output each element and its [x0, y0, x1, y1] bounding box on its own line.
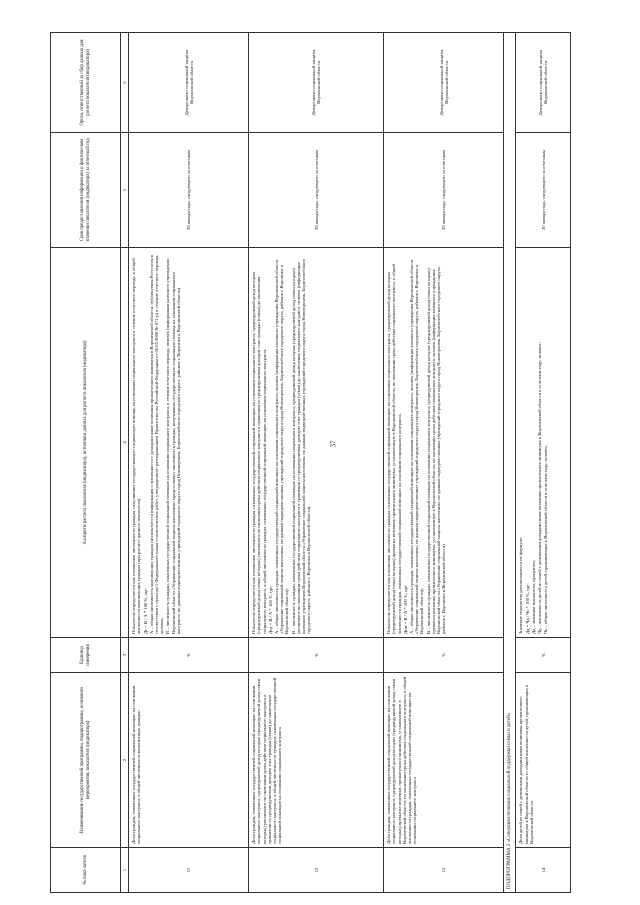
table-row: [129, 33, 249, 893]
column-number: 3: [121, 638, 129, 673]
column-number: 6: [121, 33, 129, 133]
algorithm-text: А – общая численность граждан, охваченных государственной социальной помощью на основании социального контракта, человек (информация казенного учреждения Воронежской области «Управление социальной защиты населения» по данным подведомственных учреждений городского округа город Нововоронеж, Борисоглебского городского округа, районов г. Воронежа и Воронежской области);: [409, 259, 425, 634]
algorithm-text: А – общая численность граждан, охваченных государственной социальной помощью на основании социального контракта, человек (информация казенного учреждения Воронежской области «Управление социальной защиты населения» по данным подведомственных учреждений городского округа город Нововоронеж, Борисоглебского городского округа, районов г. Воронежа и Воронежской области);: [274, 259, 290, 634]
organ-cell: Департамент социальной защиты Воронежской области: [384, 33, 504, 133]
page-number: 37: [329, 440, 338, 448]
column-number: 4: [121, 248, 129, 638]
algorithm-cell: [129, 248, 249, 638]
algorithm-cell: [384, 248, 504, 638]
header-unit: Единица измерения: [51, 638, 121, 673]
column-number: 5: [121, 133, 129, 248]
unit-cell: %: [516, 638, 571, 673]
algorithm-text: А – общая численность малоимущих граждан (используются информация о численности с доходами ниже величины прожиточного минимума в Воронежской области, публикуемая Росстатом в соответствии с пунктом 1 Федерального плана статистических работ, утвержденного распоряжением Правительства Российской Федерации от 06.05.2008 № 671-р) в течение отчетного периода, человек;: [148, 254, 165, 634]
organ-cell: Департамент социальной защиты Воронежской области: [516, 33, 571, 133]
algorithm-cell: [249, 248, 384, 638]
algorithm-text: Показатель определяется как отношение численности граждан, охваченных государственной социальной помощью на основании социального контракта, среднедушевой доход которых (среднедушевой доход семьи которых) превысил величину прожиточного минимума, установленную в Воронежской области, по окончании срока действия социального контракта, к общей численности граждан, охваченных государственной социальной помощью на основании социального контракта.: [386, 264, 402, 634]
section-row: [504, 33, 516, 893]
algorithm-text: Показатель определяется как отношение численности граждан, получивших государственную социальную помощь на основании социального контракта в течение отчетного периода, к общей численности малоимущих граждан (при расчете данного показателя): [131, 258, 142, 634]
header-organ: Орган, ответственный за сбор данных для расчета показателя (индикатора): [51, 33, 121, 133]
header-name: Наименование государственной программы, подпрограммы, основного мероприятия, показателя (индикатора): [51, 673, 121, 848]
unit-cell: %: [384, 638, 504, 673]
table-row: [249, 33, 384, 893]
column-number: 2: [121, 673, 129, 848]
column-number: 1: [121, 848, 129, 893]
unit-cell: %: [129, 638, 249, 673]
indicators-table: [50, 32, 571, 893]
algorithm-text: В – численность граждан, охваченных государственной социальной помощью на основании социального контракта, в течение отчетного периода, человек (информация казенного учреждения Воронежской области «Управление социальной защиты населения» предоставляет численность граждан, получивших государственную социальную помощь на основании социального контракта, по данным подведомственных учреждений городского округа город Нововоронеж, Борисоглебского городского округа, районов г. Воронежа и Воронежской области): [165, 258, 181, 634]
deadline-cell: 20 января года, следующего за отчетным: [384, 133, 504, 248]
indicator-name: Доля граждан, охваченных государственной социальной помощью на основании социального контракта, в общей численности малоимущих граждан: [129, 673, 249, 848]
indicator-name: Доля граждан, охваченных государственной социальной помощью на основании социального контракта, среднедушевой доход которых (среднедушевой доход семьи которых) превысил величину прожиточного минимума, установленную в Воронежской области, по окончании срока действия социального контракта, в общей численности граждан, охваченных государственной социальной помощью на основании социального контракта: [384, 673, 504, 848]
table-row: [516, 33, 571, 893]
rotated-table-area: [50, 33, 610, 893]
column-number-row: [121, 33, 129, 893]
algorithm-formula: Дд = Чд / Чо * 100 %, где:: [524, 583, 530, 634]
header-deadline: Срок предоставления информации о фактическом значении показателя (индикатора) за отчетный год: [51, 133, 121, 248]
deadline-cell: 20 января года, следующего за отчетным: [249, 133, 384, 248]
algorithm-formula: Дсд = В / А * 100 %, где:: [267, 585, 273, 634]
header-algorithm: Алгоритм расчета показателя (индикатора), источники данных для расчета показателя (индикатора): [51, 248, 121, 638]
row-number: 11: [129, 848, 249, 893]
header-number: № пока-зателя: [51, 848, 121, 893]
algorithm-text: Значение показателя рассчитывается по формуле:: [518, 536, 524, 634]
algorithm-text: Чо – общая численность детей, проживающих в Воронежской области в отчетном году, человек;: [543, 445, 549, 634]
row-number: 14: [516, 848, 571, 893]
deadline-cell: 20 января года, следующего за отчетным: [516, 133, 571, 248]
deadline-cell: 20 января года, следующего за отчетным: [129, 133, 249, 248]
algorithm-text: В – численность граждан, охваченных государственной социальной помощью на основании социального контракта, среднедушевой доход которых (среднедушевой доход семьи которых) превысил величину прожиточного минимума, установленную в Воронежской области, по окончании срока действия социального контракта, человек (информация казенного учреждения Воронежской области «Управление социальной защиты населения» по данным подведомственных учреждений городского округа город Нововоронеж, Борисоглебского городского округа, районов г. Воронежа и Воронежской области): [425, 266, 447, 634]
algorithm-text: Показатель определяется как отношение численности граждан, охваченных государственной социальной помощью на основании социального контракта, среднедушевой доход которых (среднедушевой доход семьи которых) увеличился по окончании срока действия социального контракта в сравнении со среднедушевым доходом этих граждан (семьи) до заключения социального контракта, к общей численности граждан, охваченных государственной социальной помощью на основании социального контракта.: [251, 271, 267, 634]
indicator-name: Доля граждан, охваченных государственной социальной помощью на основании социального контракта, среднедушевой доход которых (среднедушевой доход семьи которых) увеличился по окончании срока действия социального контракта в сравнении со среднедушевым доходом этих граждан (семьи) до заключения социального контракта, в общей численности граждан, охваченных государственной социальной помощью на основании социального контракта: [249, 673, 384, 848]
algorithm-text: Дд – значение показателя, процентов;: [530, 560, 536, 634]
organ-cell: Департамент социальной защиты Воронежской области: [249, 33, 384, 133]
algorithm-formula: Дпм = В / А * 100 %, где:: [402, 584, 408, 634]
row-number: 12: [249, 848, 384, 893]
subprogram-title: ПОДПРОГРАММА 2 «Совершенствование социальной поддержки семьи и детей»: [504, 33, 516, 893]
algorithm-text: Чд – численность детей из семей с денежными доходами ниже величины прожиточного минимума в Воронежской области в отчетном году, человек;: [537, 342, 543, 634]
algorithm-text: В – численность граждан, охваченных государственной социальной помощью на основании социального контракта, среднедушевой доход которых (среднедушевой доход семьи которых) увеличился по окончании срока действия социального контракта в сравнении со среднедушевым доходом этих граждан (семьи) до заключения социального контракта, человек (информация казенного учреждения Воронежской области «Управление социальной защиты населения» по данным подведомственных учреждений городского округа город Нововоронеж, Борисоглебского городского округа, районов г. Воронежа и Воронежской области): [290, 258, 312, 634]
organ-cell: Департамент социальной защиты Воронежской области: [129, 33, 249, 133]
indicator-name: Доля детей из семей с денежными доходами ниже величины прожиточного минимума в Воронежской области от общей численности детей, проживающих в Воронежской области: [516, 673, 571, 848]
table-header-row: [51, 33, 121, 893]
unit-cell: %: [249, 638, 384, 673]
algorithm-formula: Дг = В / А * 100 %, где:: [142, 588, 148, 634]
table-row: [384, 33, 504, 893]
row-number: 13: [384, 848, 504, 893]
algorithm-cell: [516, 248, 571, 638]
